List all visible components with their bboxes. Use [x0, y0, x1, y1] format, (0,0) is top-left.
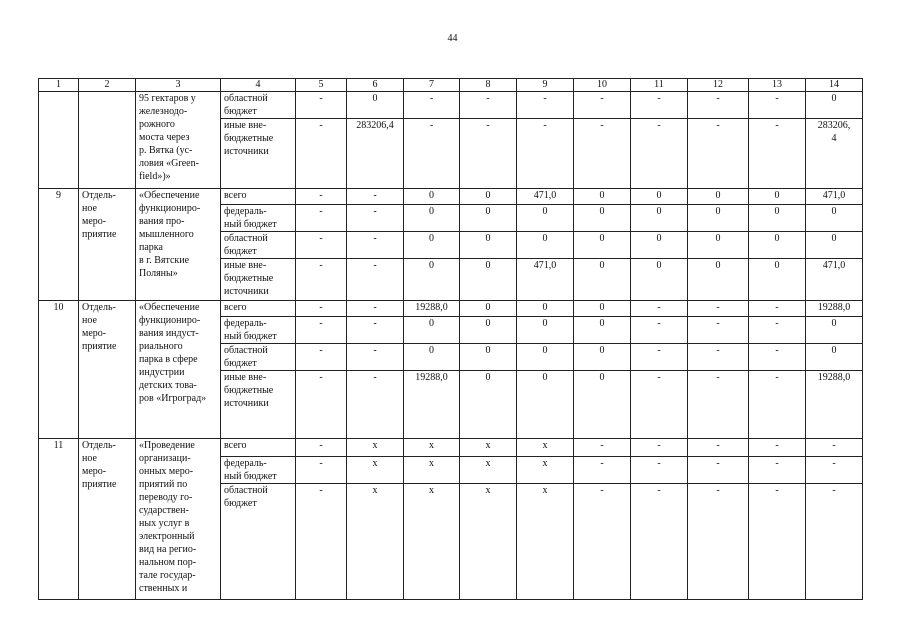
- value-cell: -: [631, 92, 688, 119]
- value-cell: -: [296, 92, 347, 119]
- value-cell: x: [517, 439, 574, 457]
- value-cell: x: [404, 439, 460, 457]
- table-row: [39, 439, 863, 457]
- column-number-cell: 13: [749, 79, 806, 92]
- value-cell: -: [296, 439, 347, 457]
- funding-source-cell: иные вне- бюджетные источники: [221, 119, 296, 189]
- value-cell: -: [688, 344, 749, 371]
- funding-source-cell: всего: [221, 189, 296, 205]
- value-cell: -: [347, 205, 404, 232]
- budget-table: [38, 78, 863, 600]
- item-type-cell: Отдель- ное меро- приятие: [79, 189, 136, 301]
- value-cell: x: [404, 484, 460, 600]
- column-number-cell: 8: [460, 79, 517, 92]
- funding-source-cell: областной бюджет: [221, 92, 296, 119]
- value-cell: 0: [688, 259, 749, 301]
- value-cell: 0: [517, 232, 574, 259]
- value-cell: -: [574, 439, 631, 457]
- value-cell: -: [688, 439, 749, 457]
- column-number-cell: 7: [404, 79, 460, 92]
- column-number-cell: 2: [79, 79, 136, 92]
- value-cell: -: [631, 484, 688, 600]
- value-cell: x: [460, 484, 517, 600]
- value-cell: 0: [749, 259, 806, 301]
- value-cell: -: [460, 92, 517, 119]
- value-cell: -: [749, 344, 806, 371]
- column-number-row: [39, 79, 863, 92]
- value-cell: -: [296, 317, 347, 344]
- funding-source-cell: областной бюджет: [221, 232, 296, 259]
- value-cell: 0: [460, 205, 517, 232]
- value-cell: -: [749, 119, 806, 189]
- value-cell: x: [460, 439, 517, 457]
- value-cell: 0: [347, 92, 404, 119]
- column-number-cell: 6: [347, 79, 404, 92]
- value-cell: 19288,0: [404, 371, 460, 439]
- value-cell: -: [631, 439, 688, 457]
- value-cell: -: [347, 232, 404, 259]
- value-cell: -: [347, 371, 404, 439]
- value-cell: -: [296, 457, 347, 484]
- value-cell: -: [688, 301, 749, 317]
- value-cell: -: [688, 119, 749, 189]
- value-cell: 0: [404, 189, 460, 205]
- column-number-cell: 12: [688, 79, 749, 92]
- value-cell: -: [749, 457, 806, 484]
- item-number-cell: 11: [39, 439, 79, 600]
- value-cell: 0: [517, 317, 574, 344]
- value-cell: 19288,0: [404, 301, 460, 317]
- value-cell: 0: [460, 189, 517, 205]
- value-cell: -: [749, 371, 806, 439]
- value-cell: 0: [517, 301, 574, 317]
- value-cell: -: [296, 484, 347, 600]
- table-row: [39, 301, 863, 317]
- value-cell: 0: [404, 232, 460, 259]
- column-number-cell: 11: [631, 79, 688, 92]
- value-cell: -: [517, 92, 574, 119]
- value-cell: -: [296, 119, 347, 189]
- table-row: [39, 92, 863, 119]
- value-cell: 0: [574, 205, 631, 232]
- value-cell: 0: [688, 205, 749, 232]
- value-cell: 0: [574, 301, 631, 317]
- value-cell: 0: [631, 232, 688, 259]
- value-cell: 0: [460, 259, 517, 301]
- value-cell: 0: [574, 259, 631, 301]
- page-number: 44: [447, 33, 458, 44]
- item-type-cell: Отдель- ное меро- приятие: [79, 439, 136, 600]
- value-cell: 0: [517, 344, 574, 371]
- value-cell: -: [404, 119, 460, 189]
- column-number-cell: 14: [806, 79, 863, 92]
- value-cell: x: [404, 457, 460, 484]
- value-cell: 471,0: [806, 259, 863, 301]
- value-cell: 0: [749, 189, 806, 205]
- value-cell: -: [688, 484, 749, 600]
- value-cell: -: [296, 205, 347, 232]
- column-number-cell: 5: [296, 79, 347, 92]
- item-title-cell: «Проведение организаци- онных меро- приятий по переводу го- сударствен- ных услуг в электронный вид на регио- нальном пор- тале государ- ственных и: [136, 439, 221, 600]
- value-cell: -: [631, 457, 688, 484]
- value-cell: -: [688, 371, 749, 439]
- value-cell: x: [347, 457, 404, 484]
- value-cell: -: [574, 92, 631, 119]
- value-cell: -: [688, 92, 749, 119]
- column-number-cell: 3: [136, 79, 221, 92]
- value-cell: 0: [404, 259, 460, 301]
- value-cell: -: [347, 189, 404, 205]
- column-number-cell: 9: [517, 79, 574, 92]
- column-number-cell: 10: [574, 79, 631, 92]
- value-cell: -: [749, 439, 806, 457]
- value-cell: -: [631, 371, 688, 439]
- value-cell: 0: [574, 371, 631, 439]
- funding-source-cell: всего: [221, 301, 296, 317]
- funding-source-cell: федераль- ный бюджет: [221, 205, 296, 232]
- funding-source-cell: иные вне- бюджетные источники: [221, 259, 296, 301]
- value-cell: 0: [404, 344, 460, 371]
- funding-source-cell: федераль- ный бюджет: [221, 317, 296, 344]
- value-cell: x: [517, 457, 574, 484]
- value-cell: -: [460, 119, 517, 189]
- value-cell: -: [517, 119, 574, 189]
- value-cell: 0: [806, 344, 863, 371]
- value-cell: -: [749, 484, 806, 600]
- value-cell: -: [749, 317, 806, 344]
- value-cell: 0: [688, 232, 749, 259]
- value-cell: 0: [460, 317, 517, 344]
- value-cell: -: [749, 92, 806, 119]
- column-number-cell: 4: [221, 79, 296, 92]
- item-type-cell: Отдель- ное меро- приятие: [79, 301, 136, 439]
- value-cell: 0: [460, 301, 517, 317]
- value-cell: -: [347, 344, 404, 371]
- value-cell: -: [806, 484, 863, 600]
- value-cell: -: [806, 439, 863, 457]
- value-cell: 0: [806, 232, 863, 259]
- value-cell: 0: [517, 371, 574, 439]
- value-cell: 0: [460, 344, 517, 371]
- value-cell: x: [347, 484, 404, 600]
- value-cell: -: [347, 317, 404, 344]
- value-cell: -: [296, 371, 347, 439]
- value-cell: -: [574, 119, 631, 189]
- funding-source-cell: федераль- ный бюджет: [221, 457, 296, 484]
- value-cell: 471,0: [517, 259, 574, 301]
- value-cell: -: [574, 457, 631, 484]
- value-cell: 0: [631, 259, 688, 301]
- value-cell: -: [631, 344, 688, 371]
- value-cell: -: [688, 457, 749, 484]
- value-cell: 0: [749, 205, 806, 232]
- value-cell: 0: [806, 92, 863, 119]
- value-cell: -: [749, 301, 806, 317]
- item-title-cell: 95 гектаров у железнодо- рожного моста через р. Вятка (ус- ловия «Green- field»)»: [136, 92, 221, 189]
- funding-source-cell: всего: [221, 439, 296, 457]
- item-type-cell: [79, 92, 136, 189]
- funding-source-cell: иные вне- бюджетные источники: [221, 371, 296, 439]
- value-cell: -: [296, 189, 347, 205]
- item-number-cell: [39, 92, 79, 189]
- value-cell: x: [347, 439, 404, 457]
- value-cell: 0: [574, 344, 631, 371]
- value-cell: 0: [631, 205, 688, 232]
- value-cell: x: [517, 484, 574, 600]
- value-cell: 0: [404, 205, 460, 232]
- value-cell: 0: [749, 232, 806, 259]
- value-cell: -: [296, 344, 347, 371]
- value-cell: -: [631, 119, 688, 189]
- value-cell: 0: [574, 189, 631, 205]
- value-cell: 283206,4: [347, 119, 404, 189]
- value-cell: -: [631, 301, 688, 317]
- column-number-cell: 1: [39, 79, 79, 92]
- funding-source-cell: областной бюджет: [221, 344, 296, 371]
- value-cell: -: [404, 92, 460, 119]
- value-cell: x: [460, 457, 517, 484]
- value-cell: 471,0: [517, 189, 574, 205]
- value-cell: 19288,0: [806, 371, 863, 439]
- value-cell: 0: [460, 232, 517, 259]
- value-cell: 0: [404, 317, 460, 344]
- value-cell: -: [806, 457, 863, 484]
- value-cell: 0: [517, 205, 574, 232]
- value-cell: 0: [688, 189, 749, 205]
- value-cell: 0: [574, 317, 631, 344]
- value-cell: -: [347, 259, 404, 301]
- value-cell: 0: [460, 371, 517, 439]
- item-title-cell: «Обеспечение функциониро- вания про- мышленного парка в г. Вятские Поляны»: [136, 189, 221, 301]
- value-cell: 283206, 4: [806, 119, 863, 189]
- value-cell: -: [296, 301, 347, 317]
- value-cell: -: [688, 317, 749, 344]
- item-number-cell: 10: [39, 301, 79, 439]
- value-cell: 0: [631, 189, 688, 205]
- item-number-cell: 9: [39, 189, 79, 301]
- funding-source-cell: областной бюджет: [221, 484, 296, 600]
- value-cell: -: [296, 259, 347, 301]
- value-cell: -: [574, 484, 631, 600]
- value-cell: -: [347, 301, 404, 317]
- value-cell: 0: [574, 232, 631, 259]
- value-cell: 471,0: [806, 189, 863, 205]
- value-cell: -: [296, 232, 347, 259]
- value-cell: 19288,0: [806, 301, 863, 317]
- value-cell: -: [631, 317, 688, 344]
- item-title-cell: «Обеспечение функциониро- вания индуст- риального парка в сфере индустрии детских това- ров «Игроград»: [136, 301, 221, 439]
- value-cell: 0: [806, 317, 863, 344]
- table-row: [39, 189, 863, 205]
- value-cell: 0: [806, 205, 863, 232]
